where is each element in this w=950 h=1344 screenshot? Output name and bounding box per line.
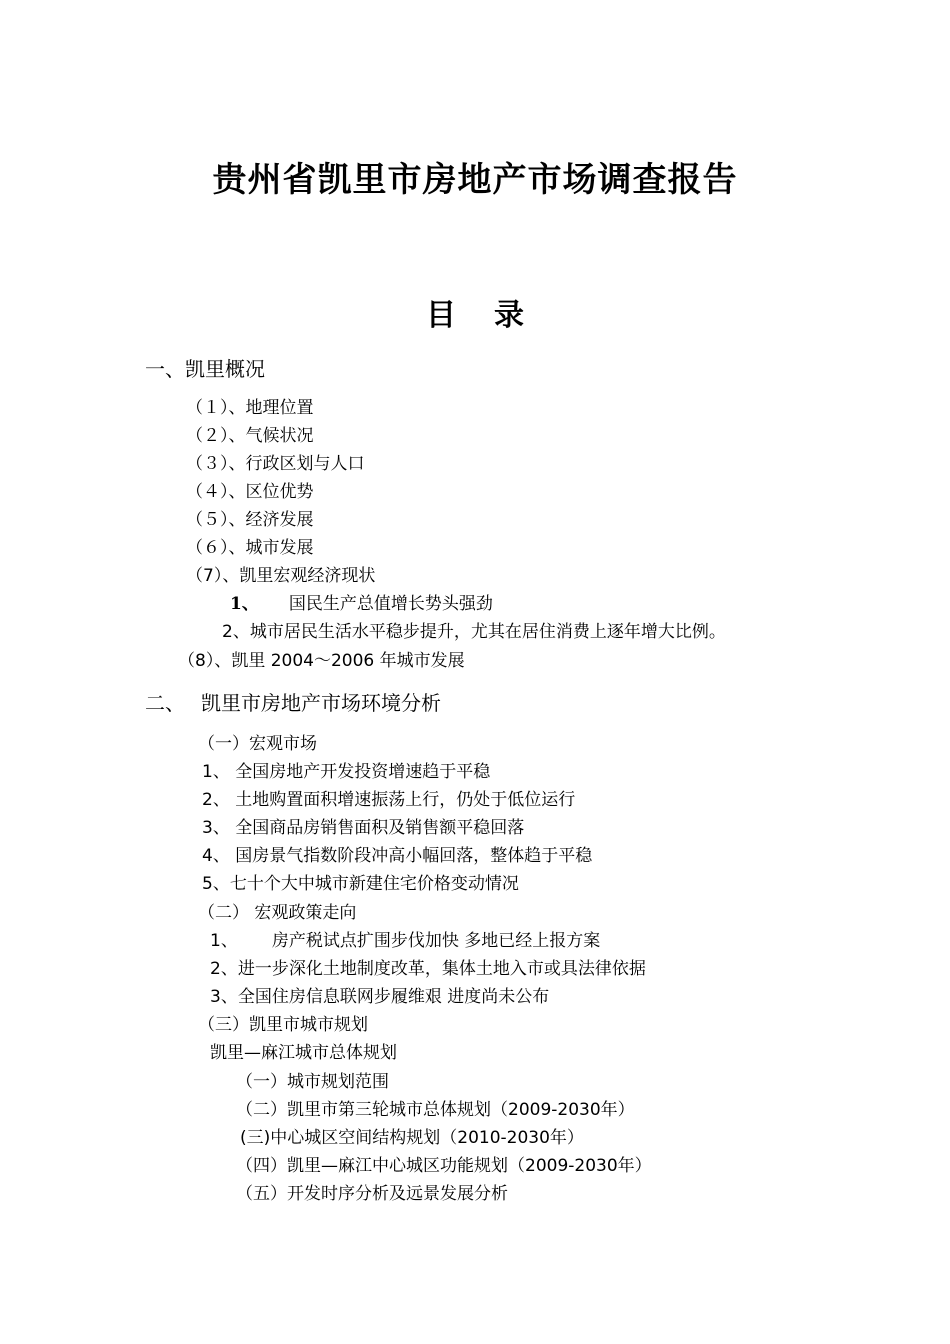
toc-item[interactable]: （１）、地理位置: [186, 398, 314, 418]
toc-item-number: 1、: [210, 931, 238, 951]
toc-item[interactable]: (三)中心城区空间结构规划（2010-2030年）: [240, 1128, 584, 1148]
toc-item[interactable]: （四）凯里—麻江中心城区功能规划（2009-2030年）: [236, 1156, 652, 1176]
toc-item[interactable]: （５）、经济发展: [186, 510, 314, 530]
toc-item[interactable]: 4、 国房景气指数阶段冲高小幅回落，整体趋于平稳: [202, 846, 593, 866]
toc-item[interactable]: 3、 全国商品房销售面积及销售额平稳回落: [202, 818, 525, 838]
toc-section-2-heading[interactable]: [145, 690, 441, 716]
toc-item[interactable]: （４）、区位优势: [186, 482, 314, 502]
toc-item-text: 房产税试点扩围步伐加快 多地已经上报方案: [271, 931, 601, 951]
toc-subitem[interactable]: [230, 593, 493, 615]
toc-item[interactable]: （五）开发时序分析及远景发展分析: [236, 1184, 508, 1204]
document-title: 贵州省凯里市房地产市场调查报告: [212, 160, 738, 200]
toc-section-2-number: 二、: [145, 691, 185, 715]
toc-item[interactable]: 2、 土地购置面积增速振荡上行，仍处于低位运行: [202, 790, 576, 810]
toc-item[interactable]: （7）、凯里宏观经济现状: [186, 566, 376, 586]
toc-subsection-label[interactable]: （三）凯里市城市规划: [198, 1015, 368, 1035]
toc-item[interactable]: 3、全国住房信息联网步履维艰 进度尚未公布: [210, 987, 550, 1007]
toc-subsection-label[interactable]: （二） 宏观政策走向: [198, 903, 357, 923]
toc-subitem-number: 1、: [230, 594, 259, 614]
toc-subsection-label[interactable]: （一）宏观市场: [198, 734, 317, 754]
toc-item[interactable]: （二）凯里市第三轮城市总体规划（2009-2030年）: [236, 1100, 635, 1120]
toc-heading: [0, 290, 950, 334]
toc-item[interactable]: （２）、气候状况: [186, 426, 314, 446]
toc-item[interactable]: （一）城市规划范围: [236, 1072, 389, 1092]
toc-item[interactable]: 1、 全国房地产开发投资增速趋于平稳: [202, 762, 491, 782]
toc-item[interactable]: （8）、凯里 2004～2006 年城市发展: [178, 651, 465, 671]
toc-subitem[interactable]: 2、城市居民生活水平稳步提升，尤其在居住消费上逐年增大比例。: [222, 622, 726, 642]
toc-item[interactable]: （６）、城市发展: [186, 538, 314, 558]
toc-subitem-text: 国民生产总值增长势头强劲: [288, 594, 493, 614]
toc-item[interactable]: 5、七十个大中城市新建住宅价格变动情况: [202, 874, 519, 894]
toc-item[interactable]: [210, 930, 600, 952]
toc-subsection-subtitle[interactable]: 凯里—麻江城市总体规划: [210, 1043, 397, 1063]
toc-item[interactable]: （３）、行政区划与人口: [186, 454, 365, 474]
toc-section-1-heading[interactable]: 一、凯里概况: [145, 357, 265, 381]
toc-item[interactable]: 2、进一步深化土地制度改革，集体土地入市或具法律依据: [210, 959, 646, 979]
toc-heading-right: 录: [494, 298, 524, 333]
toc-heading-left: 目: [426, 298, 456, 333]
toc-section-2-title: 凯里市房地产市场环境分析: [201, 691, 441, 715]
